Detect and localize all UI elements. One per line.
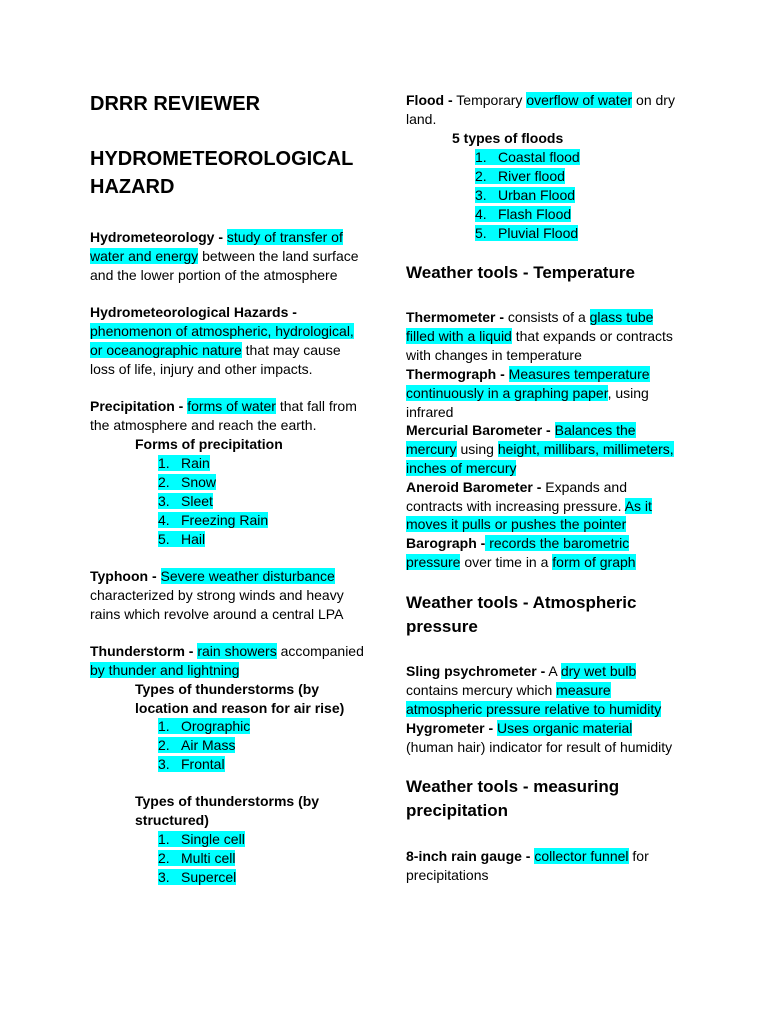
list-item-text: Pluvial Flood [498,225,579,241]
text: between the land surface [198,248,359,264]
highlight: form of graph [552,554,636,570]
thunderstorm-line1 [90,642,364,661]
list-item-text: Snow [181,474,217,490]
list-title-text: 5 types of floods [452,130,564,146]
list-title-text: Types of thunderstorms (by [135,793,320,809]
highlight: dry wet bulb [560,663,637,679]
highlight: height, millibars, millimeters, [497,441,674,457]
hydrometeorology-line3: and the lower portion of the atmosphere [90,267,338,283]
highlight: rain showers [197,643,277,659]
highlight: phenomenon of atmospheric, hydrological, [90,323,354,339]
list-item-highlight [158,512,268,528]
flood-line1 [406,91,675,110]
typhoon-line1 [90,567,335,586]
list-item-highlight [158,474,216,490]
highlight: Severe weather disturbance [160,568,335,584]
list-item-text: Single cell [181,831,245,847]
list-item-number: 3. [158,493,170,509]
rain-gauge-line1 [406,847,649,866]
precipitation-line1 [90,397,357,416]
list-item-highlight [475,168,565,184]
pressure-heading-line1: Weather tools - Atmospheric [406,593,637,612]
list-item-text: Coastal flood [498,149,580,165]
typhoon-line2: characterized by strong winds and heavy [90,587,344,603]
highlight: As it [624,498,652,514]
list-item-highlight [475,149,580,165]
list-item-highlight [475,206,571,222]
list-item [475,224,578,243]
flood-list-title [452,129,563,148]
highlight: moves it pulls or pushes the pointer [406,516,627,532]
hazards-line3 [90,341,341,360]
hydrometeorology-line2 [90,247,359,266]
highlight: records the barometric [485,535,630,551]
highlight: by thunder and lightning [90,662,240,678]
highlight: Uses organic material [497,720,633,736]
thermograph-term: Thermograph - [406,366,505,382]
list-title-text: Forms of precipitation [135,436,283,452]
text: over time in a [460,554,553,570]
list-item-number: 3. [158,869,170,885]
hygrometer-term: Hygrometer - [406,720,494,736]
list-item-highlight [158,531,205,547]
measuring-heading-line2: precipitation [406,801,509,820]
list-item-number: 2. [158,474,170,490]
measuring-heading-line1: Weather tools - measuring [406,777,620,796]
sling-line3 [406,700,661,719]
hazards-term-text: Hydrometeorological Hazards - [90,304,297,320]
barograph-term: Barograph - [406,535,486,551]
thermograph-line2 [406,384,649,403]
list-item [158,492,213,511]
mercurial-line1 [406,421,636,440]
temperature-heading: Weather tools - Temperature [406,263,635,282]
text: Temporary [452,92,527,108]
list-item-text: Flash Flood [498,206,572,222]
thermograph-line1 [406,365,650,384]
list-item-number: 5. [158,531,170,547]
list-item-highlight [158,869,236,885]
highlight: pressure [406,554,461,570]
list-item [475,205,571,224]
thunderstorm-line2 [90,661,239,680]
section-heading-line2: HAZARD [90,176,175,198]
list-item-number: 3. [158,756,170,772]
thermometer-term: Thermometer - [406,309,505,325]
barograph-line1 [406,534,629,553]
list-item [158,717,250,736]
hydrometeorology-term: Hydrometeorology - [90,229,224,245]
hazards-line2 [90,322,354,341]
list-item-number: 1. [158,455,170,471]
sling-line1 [406,662,636,681]
list-item [158,849,235,868]
list-item [475,148,580,167]
text: on dry [632,92,675,108]
list-item-number: 4. [158,512,170,528]
highlight: inches of mercury [406,460,517,476]
list-title-text: structured) [135,812,209,828]
sling-line2 [406,681,611,700]
list-item-highlight [475,187,575,203]
list-item-text: Air Mass [181,737,236,753]
list-title-text: location and reason for air rise) [135,700,345,716]
text: contracts with increasing pressure. [406,498,625,514]
list-item-text: Multi cell [181,850,236,866]
thunderstorm-list1-title1 [135,680,319,699]
list-item-highlight [158,493,213,509]
list-item-highlight [158,850,235,866]
hygrometer-line1 [406,719,632,738]
list-item-highlight [158,455,210,471]
text: that fall from [275,398,357,414]
hazards-term [90,303,297,322]
highlight: continuously in a graphing paper [406,385,608,401]
list-item-text: River flood [498,168,565,184]
list-item-text: Orographic [181,718,251,734]
list-title-text: Types of thunderstorms (by [135,681,320,697]
aneroid-term: Aneroid Barometer - [406,479,542,495]
list-item [158,755,225,774]
text: , using [607,385,649,401]
list-item-highlight [158,737,235,753]
precipitation-list-title [135,435,283,454]
pressure-heading-line2: pressure [406,617,478,636]
list-item-highlight [158,831,245,847]
aneroid-line3 [406,515,626,534]
rain-gauge-line2: precipitations [406,867,489,883]
text: Expands and [541,479,627,495]
hazards-line4: loss of life, injury and other impacts. [90,361,313,377]
list-item-highlight [475,225,578,241]
precipitation-line2: the atmosphere and reach the earth. [90,417,317,433]
list-item-number: 4. [475,206,487,222]
list-item [158,454,210,473]
text: A [545,663,561,679]
flood-line2: land. [406,111,437,127]
thermometer-line2 [406,327,673,346]
text: using [456,441,498,457]
list-item-number: 5. [475,225,487,241]
text: for [628,848,649,864]
hygrometer-line2: (human hair) indicator for result of humidity [406,739,673,755]
typhoon-term: Typhoon - [90,568,157,584]
list-item-number: 1. [158,831,170,847]
thunderstorm-list1-title2 [135,699,344,718]
barograph-line2 [406,553,636,572]
list-item [475,186,575,205]
list-item [158,473,216,492]
aneroid-line1 [406,478,627,497]
highlight: water and energy [90,248,199,264]
highlight: measure [556,682,611,698]
aneroid-line2 [406,497,652,516]
list-item-text: Freezing Rain [181,512,269,528]
list-item [158,511,268,530]
highlight: filled with a liquid [406,328,512,344]
list-item-highlight [158,756,225,772]
text: that expands or contracts [511,328,673,344]
precipitation-term: Precipitation - [90,398,184,414]
thermometer-line3: with changes in temperature [406,347,582,363]
section-heading-line1: HYDROMETEOROLOGICAL [90,148,354,170]
highlight: Balances the [554,422,636,438]
highlight: study of transfer of [226,229,343,245]
mercurial-line2 [406,440,674,459]
document-title: DRRR REVIEWER [90,93,261,115]
highlight: overflow of water [526,92,633,108]
thermometer-line1 [406,308,653,327]
list-item [475,167,565,186]
list-item-highlight [158,718,250,734]
list-item-number: 1. [475,149,487,165]
highlight: collector funnel [534,848,629,864]
list-item [158,736,235,755]
thunderstorm-list2-title2 [135,811,209,830]
highlight: glass tube [589,309,654,325]
highlight: forms of water [187,398,276,414]
flood-term: Flood - [406,92,453,108]
rain-gauge-term: 8-inch rain gauge - [406,848,531,864]
list-item-text: Urban Flood [498,187,576,203]
highlight: Measures temperature [508,366,650,382]
highlight: mercury [406,441,457,457]
text: that may cause [241,342,341,358]
sling-term: Sling psychrometer - [406,663,546,679]
list-item-number: 2. [158,850,170,866]
list-item [158,868,236,887]
list-item-text: Supercel [181,869,237,885]
list-item [158,830,245,849]
list-item-number: 3. [475,187,487,203]
thunderstorm-list2-title1 [135,792,319,811]
list-item-number: 2. [475,168,487,184]
hydrometeorology-line1 [90,228,343,247]
list-item-number: 1. [158,718,170,734]
highlight: or oceanographic nature [90,342,242,358]
list-item-number: 2. [158,737,170,753]
thermograph-line3: infrared [406,404,454,420]
mercurial-line3 [406,459,516,478]
list-item-text: Frontal [181,756,225,772]
typhoon-line3: rains which revolve around a central LPA [90,606,344,622]
mercurial-term: Mercurial Barometer - [406,422,551,438]
text: contains mercury which [406,682,557,698]
text: consists of a [504,309,590,325]
highlight: atmospheric pressure relative to humidity [406,701,662,717]
list-item-text: Hail [181,531,206,547]
list-item-text: Sleet [181,493,213,509]
thunderstorm-term: Thunderstorm - [90,643,194,659]
list-item-text: Rain [181,455,210,471]
list-item [158,530,205,549]
text: accompanied [276,643,364,659]
